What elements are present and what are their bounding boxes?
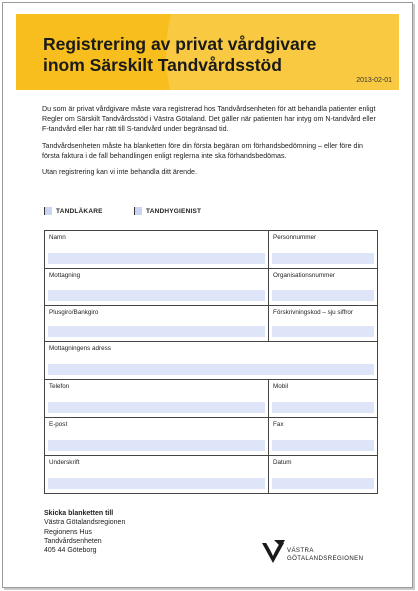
address-line-4: 405 44 Göteborg (44, 547, 97, 555)
registration-form (44, 230, 378, 494)
forskrivningskod-label: Förskrivningskod – sju siffror (273, 309, 354, 316)
intro-paragraph-2: Tandvårdsenheten måste ha blanketten före din första begäran om förhandsbedömning – eller före din första faktura i de fall behandlingen enligt reglerna inte ska förhandsbedömas. (42, 141, 364, 160)
datum-cell (269, 456, 377, 493)
mobil-cell (269, 380, 377, 418)
mobil-input[interactable] (272, 402, 374, 413)
tandlakare-checkbox[interactable] (44, 207, 52, 215)
adress-input[interactable] (48, 364, 374, 375)
role-tandhygienist[interactable] (134, 207, 201, 215)
organisationsnummer-input[interactable] (272, 290, 374, 301)
epost-label: E-post (49, 421, 68, 428)
mailing-address (44, 509, 125, 555)
plusgiro-cell (45, 306, 269, 342)
fax-label: Fax (273, 421, 284, 428)
intro-paragraph-1: Du som är privat vårdgivare måste vara registrerad hos Tandvårdsenheten för att behandla patienter enligt Regler om Särskilt Tandvårdsstöd i Västra Götaland. Det gäller när patienten har intyg om N-tandvård eller F-tandvård eller har rätt till S-tandvård under begränsad tid. (42, 105, 376, 134)
form-page (2, 2, 413, 588)
title-line-1: Registrering av privat vårdgivare (43, 34, 317, 54)
underskrift-label: Underskrift (49, 459, 80, 466)
personnummer-cell (269, 231, 377, 269)
adress-label: Mottagningens adress (49, 345, 111, 352)
organisationsnummer-cell (269, 269, 377, 306)
header-banner (16, 14, 399, 90)
vgr-logo (261, 540, 381, 564)
personnummer-label: Personnummer (273, 234, 317, 241)
personnummer-input[interactable] (272, 253, 374, 264)
underskrift-cell (45, 456, 269, 493)
role-tandlakare[interactable] (44, 207, 103, 215)
logo-line-2: GÖTALANDSREGIONEN (287, 554, 364, 562)
namn-input[interactable] (48, 253, 265, 264)
plusgiro-input[interactable] (48, 326, 265, 337)
datum-input[interactable] (272, 478, 374, 489)
mottagning-label: Mottagning (49, 272, 81, 279)
vgr-logo-icon (261, 540, 287, 564)
address-line-2: Regionens Hus (44, 528, 92, 536)
tandlakare-label: TANDLÄKARE (56, 207, 103, 215)
adress-cell (45, 342, 377, 380)
namn-label: Namn (49, 234, 66, 241)
document-title (43, 34, 373, 76)
telefon-label: Telefon (49, 383, 70, 390)
logo-line-1: VÄSTRA (287, 547, 314, 554)
send-heading: Skicka blanketten till (44, 510, 114, 517)
telefon-cell (45, 380, 269, 418)
mobil-label: Mobil (273, 383, 289, 390)
underskrift-input[interactable] (48, 478, 265, 489)
datum-label: Datum (273, 459, 292, 466)
telefon-input[interactable] (48, 402, 265, 413)
document-date: 2013-02-01 (356, 77, 392, 84)
intro-paragraph-3: Utan registrering kan vi inte behandla ditt ärende. (42, 168, 197, 177)
organisationsnummer-label: Organisationsnummer (273, 272, 335, 279)
fax-input[interactable] (272, 440, 374, 451)
address-line-3: Tandvårdsenheten (44, 537, 102, 545)
namn-cell (45, 231, 269, 269)
tandhygienist-checkbox[interactable] (134, 207, 142, 215)
intro-text (42, 104, 380, 183)
mottagning-cell (45, 269, 269, 306)
address-line-1: Västra Götalandsregionen (44, 519, 126, 527)
epost-input[interactable] (48, 440, 265, 451)
epost-cell (45, 418, 269, 456)
title-line-2: inom Särskilt Tandvårdsstöd (43, 55, 282, 75)
plusgiro-label: Plusgiro/Bankgiro (49, 309, 99, 316)
forskrivningskod-input[interactable] (272, 326, 374, 337)
forskrivningskod-cell (269, 306, 377, 342)
vgr-logo-text (287, 547, 363, 562)
tandhygienist-label: TANDHYGIENIST (146, 207, 202, 215)
mottagning-input[interactable] (48, 290, 265, 301)
fax-cell (269, 418, 377, 456)
